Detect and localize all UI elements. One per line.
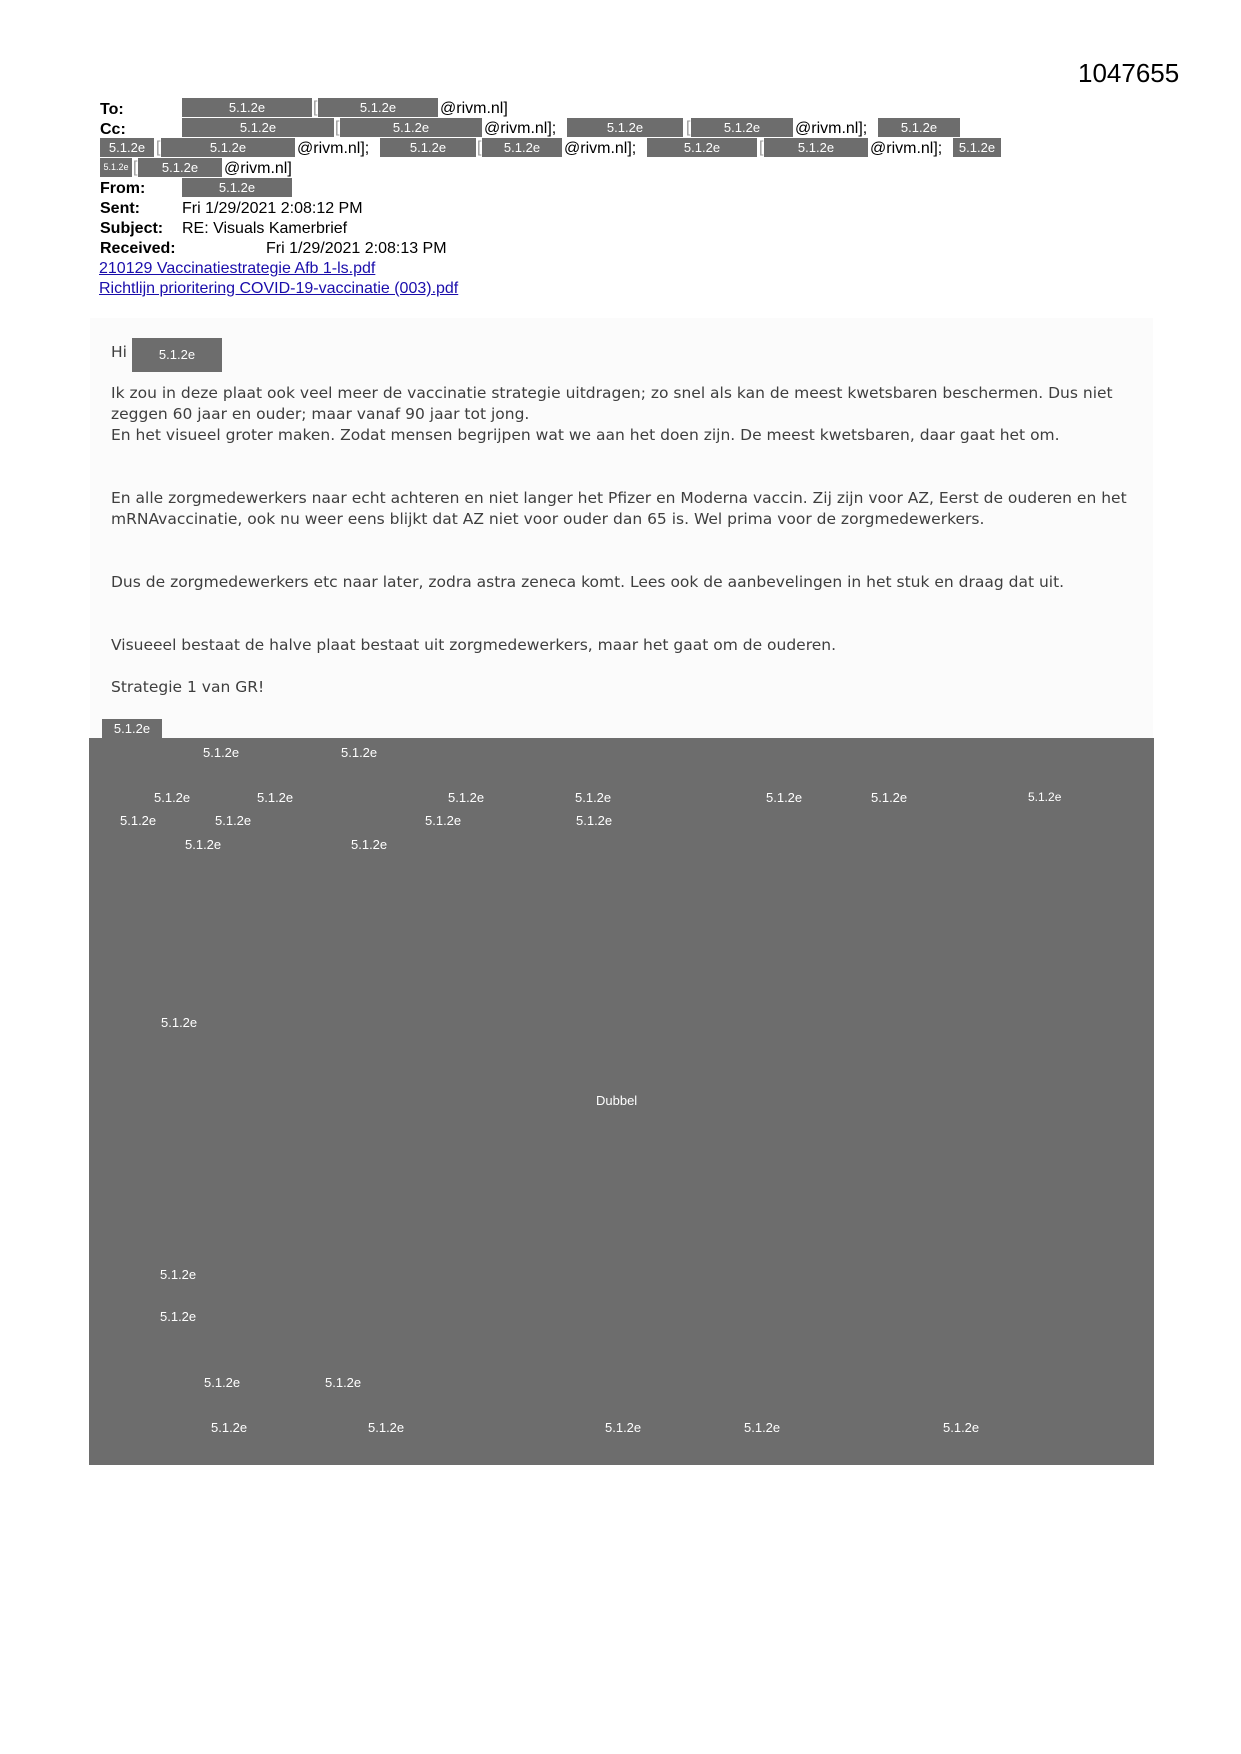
body-paragraph: Visueeel bestaat de halve plaat bestaat uit zorgmedewerkers, maar het gaat om de ouderen.: [111, 636, 837, 654]
redaction: 5.1.2e: [764, 138, 868, 157]
bracket: [: [335, 119, 340, 136]
redaction: 5.1.2e: [482, 138, 562, 157]
redaction-label: 5.1.2e: [154, 790, 191, 805]
redaction: 5.1.2e: [340, 118, 482, 137]
redaction: 5.1.2e: [100, 138, 154, 157]
bracket: [: [759, 139, 764, 156]
redaction-label: 5.1.2e: [351, 837, 388, 852]
subject-label: Subject:: [100, 220, 164, 237]
redaction-label: 5.1.2e: [161, 1015, 198, 1030]
redaction-label: 5.1.2e: [1028, 790, 1062, 804]
body-paragraph: Strategie 1 van GR!: [111, 678, 265, 696]
redaction: 5.1.2e: [318, 98, 438, 117]
redaction: 5.1.2e: [647, 138, 757, 157]
redaction-label: 5.1.2e: [325, 1375, 362, 1390]
redaction: 5.1.2e: [182, 178, 292, 197]
attachment-link[interactable]: Richtlijn prioritering COVID-19-vaccinatie (003).pdf: [99, 280, 459, 297]
redaction-label: 5.1.2e: [766, 790, 803, 805]
from-label: From:: [100, 180, 146, 197]
body-paragraph: En alle zorgmedewerkers naar echt achteren en niet langer het Pfizer en Moderna vaccin. Zij zijn voor AZ, Eerst de ouderen en het mRNAvaccinatie, ook nu weer eens blijkt dat AZ niet voor ouder dan 65 is. Wel prima voor de zorgmedewerkers.: [111, 489, 1127, 528]
redaction-label: 5.1.2e: [605, 1420, 642, 1435]
received-label: Received:: [100, 240, 176, 257]
bracket: [: [477, 139, 482, 156]
email-domain: @rivm.nl]: [224, 160, 292, 177]
redaction: 5.1.2e: [132, 338, 222, 372]
redaction-label: 5.1.2e: [576, 813, 613, 828]
subject-value: RE: Visuals Kamerbrief: [182, 220, 348, 237]
redaction-label: 5.1.2e: [871, 790, 908, 805]
redaction-label: 5.1.2e: [215, 813, 252, 828]
body-paragraph: Ik zou in deze plaat ook veel meer de vaccinatie strategie uitdragen; zo snel als kan de meest kwetsbaren beschermen. Dus niet zeggen 60 jaar en ouder; maar vanaf 90 jaar tot jong. En het visueel groter maken. Zodat mensen begrijpen wat we aan het doen zijn. De meest kwetsbaren, daar gaat het om.: [111, 384, 1113, 444]
bracket: [: [686, 119, 691, 136]
redaction-label: 5.1.2e: [160, 1309, 197, 1324]
redaction: 5.1.2e: [878, 118, 960, 137]
bracket: [: [313, 99, 318, 116]
redaction-label: 5.1.2e: [448, 790, 485, 805]
redaction: 5.1.2e: [102, 719, 162, 739]
email-domain: @rivm.nl];: [484, 120, 557, 137]
redaction-label: 5.1.2e: [575, 790, 612, 805]
redaction: 5.1.2e: [380, 138, 476, 157]
email-domain: @rivm.nl];: [564, 140, 637, 157]
redaction: 5.1.2e: [182, 118, 334, 137]
email-domain: @rivm.nl]: [440, 100, 508, 117]
redaction-label: 5.1.2e: [341, 745, 378, 760]
redaction-label: 5.1.2e: [257, 790, 294, 805]
redaction: 5.1.2e: [100, 158, 132, 177]
bracket: [: [156, 139, 161, 156]
redaction: 5.1.2e: [182, 98, 312, 117]
redaction-label: 5.1.2e: [204, 1375, 241, 1390]
redaction: 5.1.2e: [691, 118, 793, 137]
body-paragraph: Dus de zorgmedewerkers etc naar later, zodra astra zeneca komt. Lees ook de aanbevelingen in het stuk en draag dat uit.: [111, 573, 1065, 591]
redaction-label: 5.1.2e: [203, 745, 240, 760]
dubbel-label: Dubbel: [596, 1093, 638, 1108]
redaction-label: 5.1.2e: [160, 1267, 197, 1282]
attachment-link[interactable]: 210129 Vaccinatiestrategie Afb 1-ls.pdf: [99, 260, 376, 277]
redaction-label: 5.1.2e: [425, 813, 462, 828]
redaction: 5.1.2e: [161, 138, 295, 157]
cc-label: Cc:: [100, 121, 126, 138]
sent-label: Sent:: [100, 200, 140, 217]
redaction: 5.1.2e: [138, 158, 222, 177]
redaction-label: 5.1.2e: [211, 1420, 248, 1435]
redaction: 5.1.2e: [953, 138, 1001, 157]
redaction-label: 5.1.2e: [943, 1420, 980, 1435]
email-domain: @rivm.nl];: [795, 120, 868, 137]
to-label: To:: [100, 101, 124, 118]
redaction-label: 5.1.2e: [185, 837, 222, 852]
sent-value: Fri 1/29/2021 2:08:12 PM: [182, 200, 363, 217]
email-domain: @rivm.nl];: [297, 140, 370, 157]
email-domain: @rivm.nl];: [870, 140, 943, 157]
document-number: 1047655: [1078, 58, 1180, 88]
redaction: 5.1.2e: [567, 118, 683, 137]
redaction-label: 5.1.2e: [744, 1420, 781, 1435]
received-value: Fri 1/29/2021 2:08:13 PM: [266, 240, 447, 257]
redaction-label: 5.1.2e: [368, 1420, 405, 1435]
redaction-label: 5.1.2e: [120, 813, 157, 828]
bracket: [: [133, 159, 138, 176]
greeting: Hi: [111, 343, 127, 361]
